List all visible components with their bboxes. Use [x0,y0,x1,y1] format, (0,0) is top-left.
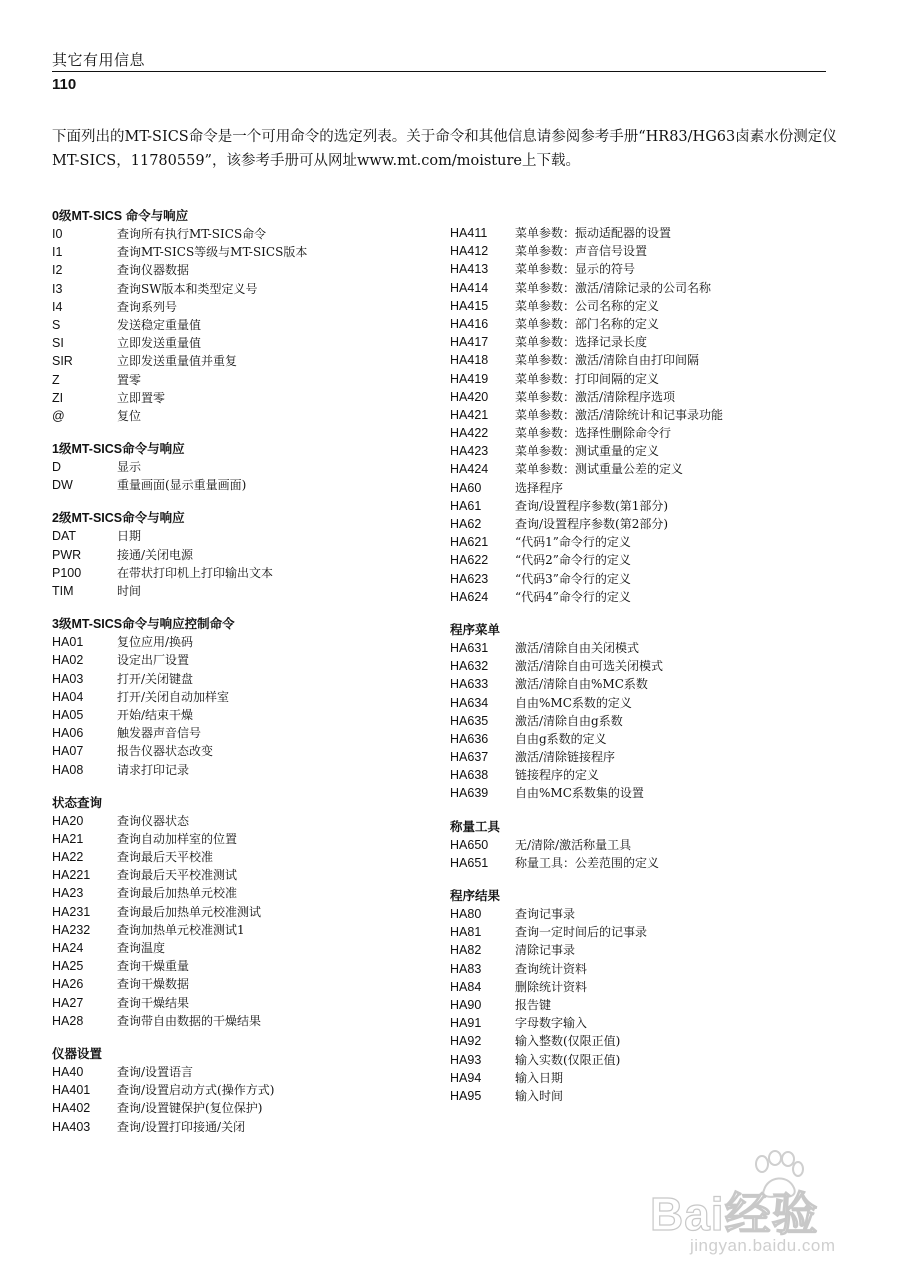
command-row [52,903,432,921]
command-row [450,497,850,515]
command-description: 清除记事录 [515,943,576,958]
command-description: 菜单参数：选择性删除命令行 [515,426,672,441]
command-row [52,225,432,243]
command-code: S [52,317,61,332]
command-code: HA413 [450,262,489,277]
command-description: 查询加热单元校准测试1 [117,922,245,937]
command-section [450,224,850,606]
command-description: 输入时间 [515,1088,564,1103]
command-row [52,407,432,425]
command-row [52,921,432,939]
command-row [52,761,432,779]
command-description: 时间 [117,584,142,598]
section-title: 1级MT-SICS命令与响应 [52,442,185,457]
command-code: HA07 [52,744,84,759]
command-row [450,675,850,693]
command-row [450,941,850,959]
command-row [52,812,432,830]
command-code: HA636 [450,731,489,746]
command-description: 输入日期 [515,1070,564,1085]
command-code: HA60 [450,480,482,495]
command-description: 查询最后天平校准 [117,850,214,865]
command-row [52,298,432,316]
command-row [450,639,850,657]
command-section [450,818,850,872]
command-row [450,333,850,351]
command-row [450,784,850,802]
command-description: 报告仪器状态改变 [117,744,214,759]
command-row [52,939,432,957]
command-description: 激活/清除自由%MC系数 [515,677,648,692]
section-title: 程序结果 [450,889,501,903]
command-row [52,564,432,582]
command-code: HA02 [52,653,84,668]
command-description: 菜单参数：公司名称的定义 [515,298,660,313]
command-code: HA415 [450,298,489,313]
command-row [450,388,850,406]
command-description: 查询/设置启动方式(操作方式) [117,1083,275,1098]
command-description: 发送稳定重量值 [117,317,202,332]
baidu-jingyan-watermark [650,1150,860,1260]
command-code: HA04 [52,689,84,704]
command-code: HA81 [450,925,482,940]
command-description: 激活/清除自由可选关闭模式 [515,659,664,674]
command-code: HA25 [52,959,84,974]
command-row [52,527,432,545]
command-description: 菜单参数：激活/清除统计和记事录功能 [515,407,724,422]
command-row [52,243,432,261]
command-description: “代码1”命令行的定义 [515,535,631,550]
command-description: 菜单参数：显示的符号 [515,262,636,277]
command-code: ZI [52,390,64,405]
command-code: HA417 [450,335,489,350]
command-description: 查询仪器状态 [117,813,190,828]
command-description: 在带状打印机上打印输出文本 [117,565,274,580]
command-description: 查询/设置语言 [117,1064,194,1079]
command-code: I4 [52,299,63,314]
command-code: DW [52,478,73,493]
command-code: HA623 [450,571,489,586]
command-row [52,651,432,669]
command-description: 自由%MC系数的定义 [515,695,632,710]
command-description: 立即发送重量值 [117,336,202,351]
section-title: 0级MT-SICS 命令与响应 [52,209,189,223]
command-code: HA01 [52,635,84,650]
command-description: 查询/设置打印接通/关闭 [117,1119,246,1134]
command-row [52,866,432,884]
command-code: HA221 [52,868,91,883]
command-row [450,996,850,1014]
right-command-column [450,224,850,1120]
command-description: 查询温度 [117,941,166,955]
command-description: 菜单参数：激活/清除自由打印间隔 [515,353,700,368]
command-description: 菜单参数：声音信号设置 [515,244,648,259]
command-description: 查询自动加样室的位置 [117,831,238,846]
command-row [450,923,850,941]
command-code: HA83 [450,961,482,976]
command-code: I0 [52,227,63,241]
command-code: HA418 [450,353,489,368]
command-row [450,315,850,333]
command-row [450,978,850,996]
command-row [450,479,850,497]
command-code: HA03 [52,671,84,686]
command-code: HA23 [52,886,84,901]
command-row [52,389,432,407]
command-description: 查询MT-SICS等级与MT-SICS版本 [117,245,308,260]
command-row [450,1069,850,1087]
command-row [52,830,432,848]
command-row [52,975,432,993]
command-code: HA401 [52,1083,91,1098]
section-title: 状态查询 [52,795,103,810]
command-row [450,712,850,730]
left-command-column [52,207,432,1151]
command-code: HA420 [450,389,489,404]
section-title: 2级MT-SICS命令与响应 [52,511,185,526]
command-row [52,706,432,724]
command-description: 请求打印记录 [117,762,190,777]
command-row [52,633,432,651]
command-row [52,1099,432,1117]
command-code: I3 [52,281,63,296]
command-row [52,1118,432,1136]
command-code: HA08 [52,762,84,777]
intro-paragraph: 下面列出的MT-SICS命令是一个可用命令的选定列表。关于命令和其他信息请参阅参考手册“HR83/HG63卤素水份测定仪MT-SICS，11780559”，该参考手册可从网址www.mt.com/moisture上下载。 [52,129,837,169]
command-code: I2 [52,263,63,278]
command-row [450,442,850,460]
command-row [450,854,850,872]
command-code: HA232 [52,922,91,937]
command-description: 菜单参数：选择记录长度 [515,335,648,350]
command-code: HA61 [450,498,482,513]
command-row [52,371,432,389]
command-description: 菜单参数：振动适配器的设置 [515,226,672,240]
command-row [450,570,850,588]
command-code: HA414 [450,280,489,295]
command-code: @ [52,408,65,423]
command-code: HA06 [52,726,84,741]
command-row [450,1051,850,1069]
command-row [450,224,850,242]
command-description: 激活/清除链接程序 [515,750,616,765]
command-row [450,297,850,315]
command-description: 查询统计资料 [515,961,588,976]
command-description: 触发器声音信号 [117,726,202,741]
command-row [52,994,432,1012]
command-description: “代码4”命令行的定义 [515,589,631,604]
command-row [450,551,850,569]
command-row [52,334,432,352]
command-code: HA403 [52,1119,91,1134]
command-code: HA624 [450,589,489,604]
command-description: 查询所有执行MT-SICS命令 [117,227,267,241]
command-code: HA84 [450,979,482,994]
command-row [52,458,432,476]
command-row [52,848,432,866]
command-description: 选择程序 [515,480,564,495]
command-code: HA05 [52,707,84,722]
command-row [52,957,432,975]
command-description: 无/清除/激活称量工具 [515,837,632,852]
command-code: SI [52,336,64,351]
command-row [450,370,850,388]
command-description: 查询最后加热单元校准测试 [117,904,262,919]
command-row [52,884,432,902]
command-row [52,476,432,494]
command-row [450,748,850,766]
command-row [450,406,850,424]
command-code: PWR [52,547,82,562]
command-description: 查询干燥重量 [117,959,190,974]
section-title: 仪器设置 [52,1046,103,1061]
command-description: 重量画面(显示重量画面) [117,478,247,493]
command-code: HA423 [450,444,489,459]
command-description: 立即置零 [117,390,166,405]
command-code: HA633 [450,677,489,692]
command-description: 打开/关闭键盘 [117,671,194,686]
command-row [52,261,432,279]
command-description: “代码3”命令行的定义 [515,571,631,586]
command-row [450,260,850,278]
command-code: HA402 [52,1101,91,1116]
command-description: 置零 [117,372,142,387]
command-code: HA92 [450,1034,482,1049]
command-description: 菜单参数：测试重量公差的定义 [515,462,684,477]
command-section [52,794,432,1030]
command-row [450,1087,850,1105]
command-description: 查询仪器数据 [117,263,190,278]
command-code: HA419 [450,371,489,386]
command-code: SIR [52,354,73,369]
command-code: I1 [52,245,63,260]
command-row [450,533,850,551]
command-row [450,279,850,297]
command-section [52,207,432,425]
command-code: HA20 [52,813,84,828]
command-code: HA231 [52,904,91,919]
command-row [52,724,432,742]
command-code: HA28 [52,1013,84,1028]
command-code: HA90 [450,997,482,1012]
command-description: 菜单参数：激活/清除程序选项 [515,389,676,404]
command-description: 查询带自由数据的干燥结果 [117,1013,262,1028]
command-description: 设定出厂设置 [117,653,190,668]
command-description: 字母数字输入 [515,1016,588,1031]
command-description: 查询/设置键保护(复位保护) [117,1101,263,1116]
command-row [450,351,850,369]
command-description: 查询最后天平校准测试 [117,868,238,883]
section-title: 程序菜单 [450,622,501,637]
command-code: P100 [52,565,82,580]
command-section [52,440,432,494]
command-section [52,509,432,600]
command-description: 查询/设置程序参数(第1部分) [515,498,669,513]
command-code: HA416 [450,316,489,331]
command-row [52,280,432,298]
command-row [52,352,432,370]
command-description: 复位 [117,408,142,423]
command-description: 查询/设置程序参数(第2部分) [515,517,669,531]
command-row [450,424,850,442]
command-description: 自由g系数的定义 [515,731,607,746]
command-code: HA21 [52,831,84,846]
command-row [450,242,850,260]
command-row [52,1063,432,1081]
command-code: HA62 [450,517,482,531]
command-description: 接通/关闭电源 [117,547,194,562]
command-description: 复位应用/换码 [117,635,194,650]
command-description: 查询最后加热单元校准 [117,886,238,901]
command-row [450,836,850,854]
command-code: HA411 [450,226,488,240]
command-row [450,515,850,533]
command-row [52,688,432,706]
command-description: 查询系列号 [117,299,178,314]
command-row [450,905,850,923]
command-row [52,546,432,564]
command-description: 查询干燥数据 [117,977,190,992]
command-code: HA24 [52,941,84,955]
command-code: HA95 [450,1088,482,1103]
section-title: 称量工具 [450,819,501,834]
command-description: 激活/清除自由关闭模式 [515,640,640,655]
command-code: HA631 [450,640,489,655]
command-code: HA622 [450,553,489,568]
command-row [450,960,850,978]
command-code: HA27 [52,995,84,1010]
command-description: 查询一定时间后的记事录 [515,925,648,940]
command-code: HA621 [450,535,489,550]
command-description: 查询干燥结果 [117,995,190,1010]
command-row [450,730,850,748]
command-code: TIM [52,584,74,598]
command-code: HA651 [450,855,489,870]
command-description: 菜单参数：测试重量的定义 [515,444,660,459]
command-section [52,615,432,779]
command-code: HA638 [450,768,489,783]
command-description: 显示 [117,460,142,475]
command-section [450,621,850,803]
command-code: HA91 [450,1016,482,1031]
command-description: 查询SW版本和类型定义号 [117,281,258,296]
command-code: HA634 [450,695,489,710]
command-code: D [52,460,62,475]
command-code: HA93 [450,1052,482,1067]
command-code: HA424 [450,462,489,477]
command-code: HA40 [52,1064,84,1079]
command-code: HA82 [450,943,482,958]
command-description: 称量工具：公差范围的定义 [515,855,660,870]
command-code: HA26 [52,977,84,992]
command-code: HA635 [450,713,489,728]
command-code: HA639 [450,786,489,801]
command-description: 开始/结束干燥 [117,707,194,722]
command-description: 查询记事录 [515,907,576,921]
command-code: HA22 [52,850,84,865]
command-description: 报告键 [515,997,552,1012]
command-row [52,582,432,600]
command-code: Z [52,372,60,387]
command-row [450,1014,850,1032]
command-code: HA650 [450,837,489,852]
command-description: 菜单参数：激活/清除记录的公司名称 [515,280,712,295]
command-section [52,1045,432,1136]
command-row [52,670,432,688]
command-code: HA637 [450,750,489,765]
command-row [52,1081,432,1099]
watermark-url: jingyan.baidu.com [690,1236,836,1255]
command-description: 激活/清除自由g系数 [515,713,623,728]
header-divider [52,71,826,72]
command-code: HA421 [450,407,489,422]
command-row [450,1032,850,1050]
command-row [450,657,850,675]
command-row [52,742,432,760]
command-row [52,316,432,334]
command-row [450,460,850,478]
command-description: 菜单参数：部门名称的定义 [515,316,660,331]
command-code: DAT [52,529,77,544]
command-code: HA632 [450,659,489,674]
command-description: 日期 [117,529,142,544]
command-description: 删除统计资料 [515,979,588,994]
command-row [450,766,850,784]
command-row [450,694,850,712]
command-section [450,887,850,1105]
section-title: 3级MT-SICS命令与响应控制命令 [52,617,235,632]
command-code: HA422 [450,426,489,441]
command-code: HA80 [450,907,482,921]
command-description: 立即发送重量值并重复 [117,354,238,369]
command-row [52,1012,432,1030]
command-row [450,588,850,606]
page-number: 110 [52,76,77,93]
command-description: 打开/关闭自动加样室 [117,689,230,704]
page-header-title: 其它有用信息 [52,51,146,69]
command-description: 输入整数(仅限正值) [515,1034,621,1049]
command-description: 链接程序的定义 [515,768,600,783]
command-description: 菜单参数：打印间隔的定义 [515,371,660,386]
command-description: “代码2”命令行的定义 [515,553,631,568]
command-description: 输入实数(仅限正值) [515,1052,621,1067]
command-code: HA412 [450,244,489,259]
watermark-brand: Bai经验 [650,1188,819,1240]
command-code: HA94 [450,1070,482,1085]
command-description: 自由%MC系数集的设置 [515,786,644,801]
